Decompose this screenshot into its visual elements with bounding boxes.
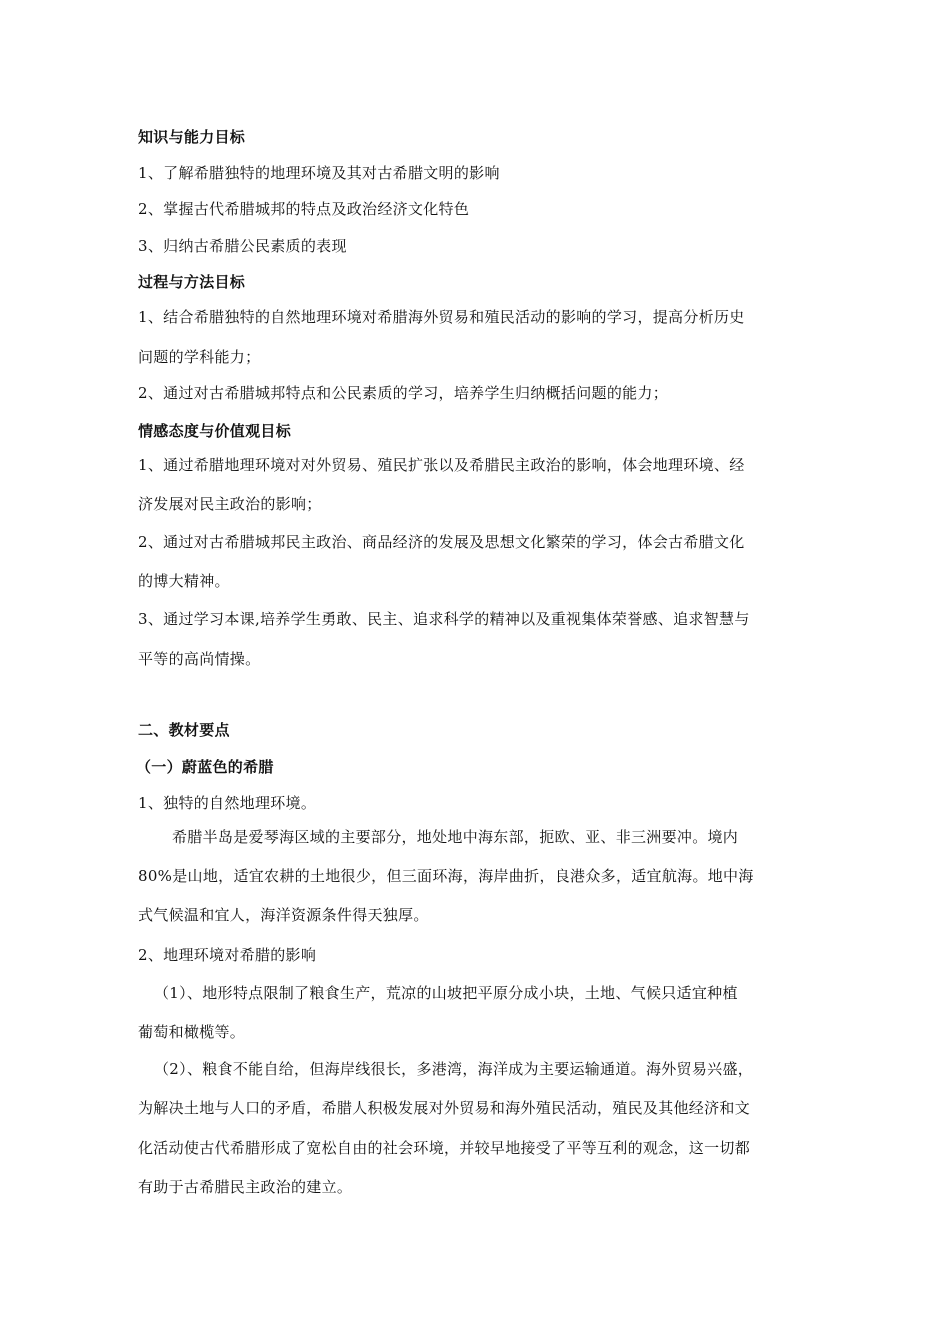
point-body-line: 化活动使古代希腊形成了宽松自由的社会环境，并较早地接受了平等互利的观念，这一切都 [138,1139,751,1157]
point-title: 1、独特的自然地理环境。 [138,794,317,812]
process-goals-heading: 过程与方法目标 [138,273,246,291]
process-goal-line: 问题的学科能力； [138,348,261,366]
emotion-goal-line: 济发展对民主政治的影响； [138,495,322,513]
emotion-goal-line: 平等的高尚情操。 [138,650,261,668]
point-body-line: 有助于古希腊民主政治的建立。 [138,1178,353,1196]
emotion-goal-line: 的博大精神。 [138,572,230,590]
emotion-goal-line: 3、通过学习本课,培养学生勇敢、民主、追求科学的精神以及重视集体荣誉感、追求智慧与 [138,610,750,628]
knowledge-goals-heading: 知识与能力目标 [138,128,246,146]
emotion-goal-line: 2、通过对古希腊城邦民主政治、商品经济的发展及思想文化繁荣的学习，体会古希腊文化 [138,533,745,551]
knowledge-goal-item: 3、归纳古希腊公民素质的表现 [138,237,347,255]
point-body-line: 希腊半岛是爱琴海区域的主要部分，地处地中海东部，扼欧、亚、非三洲要冲。境内 [172,828,739,846]
point-body-line: 80%是山地，适宜农耕的土地很少，但三面环海，海岸曲折，良港众多，适宜航海。地中海 [138,867,754,885]
knowledge-goal-item: 1、了解希腊独特的地理环境及其对古希腊文明的影响 [138,164,500,182]
point-body-line: 式气候温和宜人，海洋资源条件得天独厚。 [138,906,429,924]
point-body-line: （2）、粮食不能自给，但海岸线很长，多港湾，海洋成为主要运输通道。海外贸易兴盛， [154,1060,754,1078]
point-title: 2、地理环境对希腊的影响 [138,946,317,964]
point-body-line: 为解决土地与人口的矛盾，希腊人积极发展对外贸易和海外殖民活动，殖民及其他经济和文 [138,1099,751,1117]
textbook-points-heading: 二、教材要点 [138,721,230,739]
knowledge-goal-item: 2、掌握古代希腊城邦的特点及政治经济文化特色 [138,200,470,218]
emotion-goal-line: 1、通过希腊地理环境对对外贸易、殖民扩张以及希腊民主政治的影响，体会地理环境、经 [138,456,745,474]
emotion-goals-heading: 情感态度与价值观目标 [138,422,292,440]
process-goal-line: 2、通过对古希腊城邦特点和公民素质的学习，培养学生归纳概括问题的能力； [138,384,669,402]
point-body-line: 葡萄和橄榄等。 [138,1023,246,1041]
subsection-heading: （一）蔚蓝色的希腊 [136,758,274,776]
process-goal-line: 1、结合希腊独特的自然地理环境对希腊海外贸易和殖民活动的影响的学习，提高分析历史 [138,308,745,326]
point-body-line: （1）、地形特点限制了粮食生产，荒凉的山坡把平原分成小块，土地、气候只适宜种植 [154,984,738,1002]
